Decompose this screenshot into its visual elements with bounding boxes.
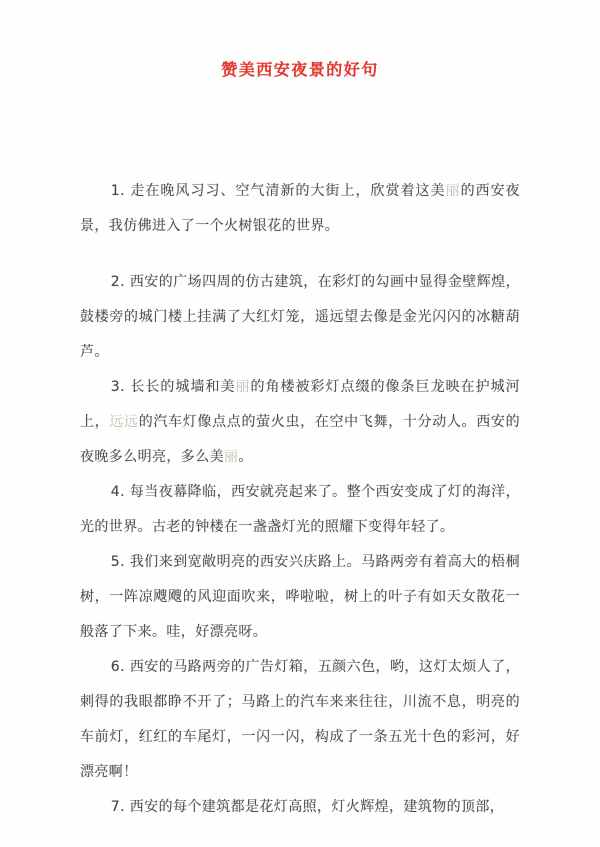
faded-text: 丽 [235,379,251,395]
paragraph-text: 的西安夜景，我仿佛进入了一个火树银花的世界。 [80,183,520,234]
paragraph-text: 3. 长长的城墙和美 [110,379,236,395]
paragraph-text: 7. 西安的每个建筑都是花灯高照，灯火辉煌，建筑物的顶部， [110,799,505,815]
faded-text: 丽 [224,449,239,465]
paragraph-text: 的角楼被彩灯点缀的像条巨龙映在护城河上， [80,379,521,430]
paragraph-text: 的汽车灯像点点的萤火虫，在空中飞舞，十分动人。西安的夜晚多么明亮，多么美 [80,414,520,465]
paragraph [80,790,520,825]
paragraph-text: 4. 每当夜幕降临，西安就亮起来了。整个西安变成了灯的海洋，光的世界。古老的钟楼在一盏盏灯光的照耀下变得年轻了。 [80,484,520,535]
paragraph [80,545,520,650]
page-title: 赞美西安夜景的好句 [221,60,379,79]
document-page [0,58,600,847]
paragraph-text: 6. 西安的马路两旁的广告灯箱，五颜六色，哟，这灯太烦人了，刺得的我眼都睁不开了；马路上的汽车来来往往，川流不息，明亮的车前灯，红红的车尾灯，一闪一闪，构成了一条五光十色的彩河，好漂亮啊！ [80,659,520,780]
faded-text: 丽 [445,183,461,199]
paragraph-list [80,174,520,825]
paragraph-text: 5. 我们来到宽敞明亮的西安兴庆路上。马路两旁有着高大的梧桐树，一阵凉飕飕的风迎面吹来，哗啦啦，树上的叶子有如天女散花一般落了下来。哇，好漂亮呀。 [80,554,520,640]
paragraph [80,650,520,790]
paragraph-text: 1. 走在晚风习习、空气清新的大街上，欣赏着这美 [110,183,446,199]
faded-text: 远远 [109,414,139,430]
paragraph-text: 。 [238,449,253,465]
paragraph [80,475,520,545]
paragraph [80,265,520,370]
paragraph [80,370,520,475]
paragraph-text: 2. 西安的广场四周的仿古建筑，在彩灯的勾画中显得金壁辉煌，鼓楼旁的城门楼上挂满了大红灯笼，遥远望去像是金光闪闪的冰糖葫芦。 [80,274,520,360]
paragraph [80,174,520,244]
